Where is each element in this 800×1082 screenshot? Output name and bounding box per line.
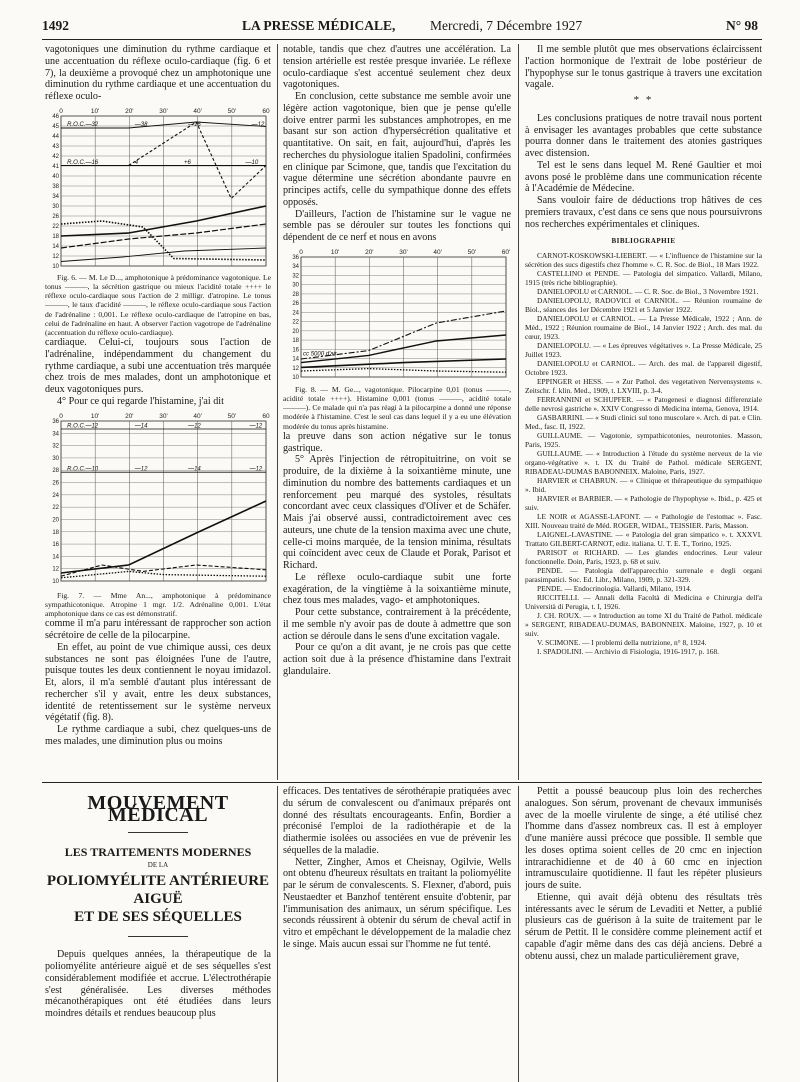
paragraph: Le rythme cardiaque a subi, chez quelques-uns de mes malades, une diminution plus ou moins [45,724,271,747]
x-tick-label: 50' [227,107,237,115]
x-tick-label: 60 [262,412,270,420]
paragraph: 5° Après l'injection de rétropituitrine, on voit se produire, de la dixième à la soixantième minute, une diminution du nombre des battements cardiaques et un renforcement peu marqué des systoles, résultats concordant avec ceux classiques d'Oliver et de Schäfer. Mais j'ai observé aussi, contradictoirement avec ces auteurs, une chute de la tension maxima avec une chute, celle-ci moins marquée, de la tension minima, résultats qui coïncident avec ceux de Claude et Porak, Parisot et Richard. [283,454,511,572]
y-tick-label: 16 [52,541,59,548]
y-tick-label: 22 [52,223,59,230]
y-tick-label: 16 [292,347,299,354]
chart-annotation: —12 [249,466,263,473]
paragraph: comme il m'a paru intéressant de rapprocher son action sécrétoire de celle de la pilocarpine. [45,618,271,642]
bibliography-entry: GASBARRINI. — « Studi clinici sul tono muscolare ». Arch. di pat. e Clin. Med., fasc. II, 1922. [525,413,762,431]
y-tick-label: 24 [292,310,299,317]
x-tick-label: 20' [365,248,374,256]
chart-annotation: —14 [134,423,148,430]
x-tick-label: 20' [125,107,134,115]
bibliography-title: BIBLIOGRAPHIE [611,237,676,246]
chart-annotation: R.O.C.—10 [67,466,99,473]
bibliography-entry: RICCITELLI. — Annali della Facoltà di Medicina e Chirurgia dell'a Università di Perugia, t. I, 1926. [525,593,762,611]
y-tick-label: 42 [52,153,59,160]
y-tick-label: 18 [52,529,59,536]
bibliography-entry: FERRANNINI et SCHUPFER. — « Patogenesi e diagnosi differenziale delle nevrosi gastriche ». XXIV Congresso di Medicina interna, Genova, 1914. [525,395,762,413]
paragraph: Tel est le sens dans lequel M. René Gaultier et moi avons posé le problème dans une communication récente à l'Académie de Médecine. [525,159,762,195]
x-tick-label: 40' [433,248,442,256]
chart-annotation: —12 [134,466,148,473]
article-title-line-2: DE LA [147,860,169,869]
bibliography-entry: HARVIER et BARBIER. — « Pathologie de l'hypophyse ». Ibid., p. 425 et suiv. [525,494,762,512]
section-separator: * * [633,94,654,106]
column-rule [518,44,519,780]
section-title: MOUVEMENT MÉDICAL [87,792,229,826]
y-tick-label: 38 [52,183,59,190]
bibliography-entry: LAIGNEL-LAVASTINE. — « Patologia del gran simpatico ». t. XXXVI. Trattato GILBERT-CARNOT, ediz. italiana. U. T. E. T., Torino, 1925. [525,530,762,548]
y-tick-label: 32 [292,273,299,280]
figure-6-chart [45,106,271,271]
y-tick-label: 26 [52,213,59,220]
article-column-3 [525,44,762,780]
y-tick-label: 36 [52,418,59,425]
article-title-line-3: POLIOMYÉLITE ANTÉRIEURE AIGUË [46,873,270,908]
bibliography-entry: EPPINGER et HESS. — « Zur Pathol. des vegetativen Nervensystems ». Zeitschr. f. klin. Med., 1909, t. LXVIII, p. 3-4. [525,377,762,395]
chart-annotation: R.O.C.—16 [67,159,99,166]
x-tick-label: 10' [330,248,340,256]
y-tick-label: 43 [52,143,59,150]
issue-date: Mercredi, 7 Décembre 1927 [430,18,583,33]
paragraph: Pour cette substance, contrairement à la précédente, il me semble n'y avoir pas de doute à admettre que son action se déroule dans le sens d'une excitation vagale. [283,607,511,642]
y-tick-label: 18 [52,233,59,240]
x-tick-label: 20' [125,412,134,420]
paragraph: D'ailleurs, l'action de l'histamine sur le vague ne semble pas se dérouler sur toutes les fonctions qui dépendent de ce nerf et nous en avons [283,208,511,243]
y-tick-label: 40 [52,173,59,180]
x-tick-label: 50' [467,248,477,256]
y-tick-label: 45 [52,123,59,130]
y-tick-label: 24 [52,492,59,499]
y-tick-label: 14 [292,356,299,363]
paragraph: notable, tandis que chez d'autres une accélération. La tension artérielle est restée presque invariée. Le réflexe oculo-cardiaque s'est accentué seulement chez deux vagotoniques. [283,44,511,91]
bottom-column-1 [45,786,271,1082]
y-tick-label: 28 [52,467,59,474]
y-tick-label: 20 [52,517,59,524]
y-tick-label: 12 [52,566,59,573]
bibliography-entry: PENDE. — Endocrinologia. Vallardi, Milano, 1914. [537,584,692,593]
x-tick-label: 0 [59,107,63,115]
bibliography-entry: V. SCIMONE. — I problemi della nutrizione, n° 8, 1924. [537,638,707,647]
chart-annotation: —16 [188,121,201,128]
y-tick-label: 28 [292,291,299,298]
bibliography-entry: DANIELOPOLU et CARNIOL. — Arch. des mal. de l'appareil digestif, Octobre 1923. [525,359,762,377]
y-tick-label: 30 [52,203,59,210]
bibliography-entry: DANIELOPOLU, RADOVICI et CARNIOL. — Réunion roumaine de Biol., séances des 1er Décembre 1921 et 5 Janvier 1922. [525,296,762,314]
y-tick-label: 26 [52,480,59,487]
bibliography-entry: GUILLAUME. — « Introduction à l'étude du système nerveux de la vie organo-végétative ». t. IX du Traité de Pathol. médicale SERGENT, RIBADEAU-DUMAS BABONNEIX. Maloine, Paris, 1927. [525,449,762,476]
paragraph: Netter, Zingher, Amos et Cheisnay, Ogilvie, Wells ont obtenu d'heureux résultats en traitant la poliomyélite par le sérum de convalescents. S. Flexner, d'abord, puis Neustaedter et Banzhof tentèrent ensuite d'obtenir, par l'immunisation des animaux, un sérum spécifique. Les seconds réussirent à obtenir du sérum de cheval actif in vitro et empêchant le développement de la maladie chez le singe. Mais aucun essai sur l'homme ne fut tenté. [283,856,511,950]
y-tick-label: 14 [52,243,59,250]
paragraph: efficaces. Des tentatives de sérothérapie pratiquées avec du sérum de convalescent ou d'animaux préparés ont donné des résultats encourageants. Enfin, Bordier a préconisé l'emploi de la radiothérapie et de la diathermie isolées ou associées en vue de prévenir les séquelles de la maladie. [283,786,511,856]
x-tick-label: 60' [501,248,511,256]
bibliography-entry: PENDE. — Patologia dell'apparecchio surrenale e degli organi parasimpatici. Soc. Ed. Libr., Milano, 1909, p. 321-329. [525,566,762,584]
figure-7-caption: Fig. 7. — Mme An..., amphotonique à prédominance sympathicotonique. Atropine 1 mgr. 1/2. Adrénaline 0,001. L'état amphotonique dans ce cas est démonstratif. [45,590,271,619]
chart-annotation: R.O.C.—32 [67,121,99,128]
y-tick-label: 10 [52,263,59,270]
y-tick-label: 41 [52,163,59,170]
y-tick-label: 10 [292,374,299,381]
bibliography-list [525,251,762,656]
x-tick-label: 10' [90,412,100,420]
y-tick-label: 34 [52,193,59,200]
y-tick-label: 44 [52,133,59,140]
page-number: 1492 [42,18,69,33]
y-tick-label: 34 [52,430,59,437]
figure-6-caption: Fig. 6. — M. Le D..., amphotonique à prédominance vagotonique. Le tonus ———, la sécrétion gastrique ou mieux l'acidité totale ++++ le réflexe oculo-cardiaque sous l'action de 2 milligr. d'atropine. Le tonus ———, le taux d'acidité ———, le réflexe oculo-cardiaque sous l'action de l'adrénaline : 0,001. Le réflexe oculo-cardiaque de l'atropine en bas, celui de l'adrénaline en haut. A observer l'action vagotrope de l'adrénaline (accentuation du réflexe oculo-cardiaque). [45,272,271,337]
paragraph: Etienne, qui avait déjà obtenu des résultats très intéressants avec le sérum de Levaditi et Netter, a publié plusieurs cas de guérison à la suite de traitement par le sérum de Pettit. Il le considère comme pleinement actif et capable d'agir même dans des cas déjà anciens. Debré a obtenu aussi, chez un malade particulièrement grave, [525,891,762,962]
y-tick-label: 30 [52,455,59,462]
title-rule [128,832,188,833]
paragraph: Il me semble plutôt que mes observations éclaircissent l'action hormonique de l'extrait de lobe postérieur de l'hypophyse sur le tonus gastrique à travers une excitation vagale. [525,44,762,91]
bibliography-entry: PARISOT et RICHARD. — Les glandes endocrines. Leur valeur fonctionnelle. Doin, Paris, 1923, p. 68 et suiv. [525,548,762,566]
column-rule [277,44,278,780]
journal-name: LA PRESSE MÉDICALE, [242,18,396,33]
column-rule [518,786,519,1082]
column-rule [277,786,278,1082]
chart-annotation: —38 [134,121,148,128]
y-tick-label: 22 [52,504,59,511]
paragraph: En conclusion, cette substance me semble avoir une légère action vagotonique, bien que je pense qu'elle doive entrer parmi les substances amphotropes, en me basant sur son action d'hypersécrétion qualitative et quantitative. On sait, en fait, aujourd'hui, d'après les recherches du physiologue italien Spadolini, confirmées en clinique par Scimone, que, tandis que l'excitation du vague détermine une sécrétion abondante pauvre en principes actifs, celle du sympathique donne des effets opposés. [283,91,511,208]
bibliography-entry: DANIELOPOLU et CARNIOL. — C. R. Soc. de Biol., 3 Novembre 1921. [537,287,759,296]
bibliography-entry: CARNOT-KOSKOWSKI-LIEBERT. — « L'influence de l'histamine sur la sécrétion des sucs digestifs chez l'homme ». C. R. Soc. de Biol., 18 Mars 1922. [525,251,762,269]
x-tick-label: 40' [193,412,202,420]
y-tick-label: 22 [292,319,299,326]
x-tick-label: 10' [90,107,100,115]
paragraph: Les conclusions pratiques de notre travail nous portent à envisager les avantages probables que cette substance pourra donner dans le traitement des atonies gastriques avec distension. [525,112,762,159]
bibliography-entry: I. SPADOLINI. — Archivio di Fisiologia, 1916-1917, p. 168. [537,647,720,656]
chart-annotation: cc 5000 d'air [303,351,337,358]
y-tick-label: 26 [292,300,299,307]
title-rule [128,936,188,937]
x-tick-label: 30' [399,248,408,256]
y-tick-label: 18 [292,337,299,344]
bibliography-entry: DANIELOPOLU et CARNIOL. — La Presse Médicale, 1922 ; Ann. de Méd., 1922 ; Réunion roumaine de Biol., 14 Janvier 1922 ; Arch. des mal. du cœur, 1923. [525,314,762,341]
chart-annotation: —12 [251,121,265,128]
article-title-line-4: ET DE SES SÉQUELLES [74,909,242,926]
bibliography-entry: LE NOIR et AGASSE-LAFONT. — « Pathologie de l'estomac ». Fasc. XIII. Nouveau traité de Méd. ROGER, WIDAL, TEISSIER. Paris, Masson. [525,512,762,530]
paragraph: 4° Pour ce qui regarde l'histamine, j'ai dit [57,395,224,407]
chart-annotation: +6 [184,159,191,166]
figure-8-chart [283,247,511,383]
x-tick-label: 0 [59,412,63,420]
issue-number: N° 98 [726,18,759,33]
article-column-1 [45,44,271,780]
chart-annotation: —10 [245,159,259,166]
y-tick-label: 10 [52,578,59,585]
bibliography-entry: DANIELOPOLU. — « Les épreuves végétatives ». La Presse Médicale, 25 Juillet 1923. [525,341,762,359]
paragraph: cardiaque. Celui-ci, toujours sous l'action de l'adrénaline, indépendamment du changement du rythme cardiaque, a subi une accentuation très marquée chez trois de mes malades, dont un amphotonique et deux vagotoniques purs. [45,337,271,396]
bibliography-entry: GUILLAUME. — Vagotonie, sympathicotonies, neurotonies. Masson, Paris, 1925. [525,431,762,449]
figure-8-caption: Fig. 8. — M. Ge..., vagotonique. Pilocarpine 0,01 (tonus ———, acidité totale ++++). Histamine 0,001 (tonus ———, acidité totale ———). Ce malade qui n'a pas réagi à la pilocarpine a donné une réponse modérée à l'histamine. C'est le seul cas dans lequel il y a eu une élévation modérée du tonus après histamine. [283,384,511,431]
bottom-column-3 [525,786,762,1082]
paragraph: Le réflexe oculo-cardiaque subit une forte exagération, de la vingtième à la soixantième minute, chez tous mes malades, vago- et amphotoniques. [283,571,511,607]
page-header [42,18,762,40]
article-title-line-1: LES TRAITEMENTS MODERNES [64,844,252,859]
y-tick-label: 36 [292,254,299,261]
paragraph: Depuis quelques années, la thérapeutique de la poliomyélite antérieure aiguë et de ses séquelles s'est considérablement modifiée et accrue. L'électrothérapie s'est généralisée. Les diverses méthodes mécanothérapiques ont été étudiées dans leurs moindres détails et rendues beaucoup plus [45,949,271,1019]
y-tick-label: 46 [52,113,59,120]
y-tick-label: 20 [292,328,299,335]
chart-annotation: R.O.C.—12 [67,423,99,430]
chart-annotation: —14 [188,466,201,473]
x-tick-label: 40' [193,107,202,115]
bibliography-entry: HARVIER et CHABRUN. — « Clinique et thérapeutique du sympathique ». Ibid. [525,476,762,494]
x-tick-label: 30' [159,412,168,420]
figure-7-chart [45,411,271,589]
paragraph: En effet, au point de vue chimique aussi, ces deux substances ne sont pas éloignées l'une de l'autre, puisque toutes les deux contiennent le noyau imidazol. Et, alors, il m'a semblé d'autant plus intéressant de rechercher s'il y avait, entre les deux substances, identité de retentissement sur le système nerveux végétatif (fig. 8). [45,641,271,724]
bottom-column-2 [283,786,511,1082]
paragraph: Pettit a poussé beaucoup plus loin des recherches analogues. Son sérum, provenant de chevaux immunisés avec de la moelle virulente de singe, a été utilisé chez l'homme dans d'assez nombreux cas. Il est à employer d'une manière aussi précoce que possible. Il semble que les doses optima soient celles de 20 cmc en injection intrarachidienne et de 40 à 60 cmc en injection intramusculaire quotidienne. Il faut les répéter plusieurs jours de suite. [525,786,762,891]
paragraph: Pour ce qu'on a dit avant, je ne crois pas que cette action soit due à la présence d'histamine dans l'extrait glandulaire. [283,642,511,677]
paragraph: Sans vouloir faire de déductions trop hâtives de ces premiers travaux, c'est dans ce sens que nous poursuivrons nos recherches expérimentales et cliniques. [525,195,762,230]
chart-annotation: —12 [188,423,201,430]
y-tick-label: 30 [292,282,299,289]
paragraph: la preuve dans son action négative sur le tonus gastrique. [283,430,511,454]
bibliography-entry: CASTELLINO et PENDE. — Patologia del simpatico. Vallardi, Milano, 1915 (très riche bibliographie). [525,269,762,287]
x-tick-label: 0 [299,248,303,256]
article-column-2 [283,44,511,780]
x-tick-label: 60 [262,107,270,115]
x-tick-label: 30' [159,107,168,115]
section-rule [42,782,762,783]
header-rule [42,39,762,40]
y-tick-label: 32 [52,443,59,450]
x-tick-label: 50' [227,412,237,420]
paragraph: vagotoniques une diminution du rythme cardiaque et une accentuation du réflexe oculo-cardiaque (fig. 6 et 7), la deuxième a provoqué chez un amphotonique une diminution du rythme cardiaque et une accentuation du réflexe oculo- [45,44,271,102]
y-tick-label: 34 [292,263,299,270]
y-tick-label: 14 [52,554,59,561]
bibliography-entry: J. CH. ROUX. — « Introduction au tome XI du Traité de Pathol. médicale » SERGENT, RIBADEAU-DUMAS, BABONNEIX. Maloine, 1927, p. 10 et suiv. [525,611,762,638]
y-tick-label: 12 [292,365,299,372]
y-tick-label: 12 [52,253,59,260]
chart-annotation: —12 [249,423,263,430]
chart-annotation: 4 [134,159,139,166]
